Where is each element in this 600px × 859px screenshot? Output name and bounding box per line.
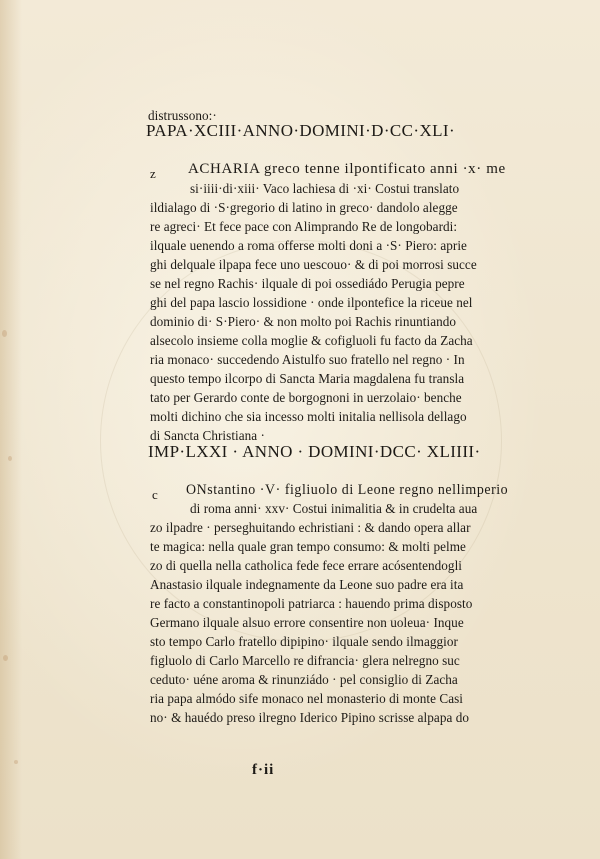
section2-line: no· & hauédo preso ilregno Iderico Pipino scrisse alpapa do bbox=[150, 710, 469, 725]
section1-line: ildialago di ·S·gregorio di latino in greco· dandolo alegge bbox=[150, 200, 458, 215]
section1-line: di Sancta Christiana · bbox=[150, 428, 265, 443]
folio-signature: f·ii bbox=[252, 762, 275, 778]
section2-line: Germano ilquale alsuo errore consentire non uoleua· Inque bbox=[150, 615, 464, 630]
section1-line: re agreci· Et fece pace con Alimprando Re de longobardi: bbox=[150, 219, 458, 234]
section2-line: ceduto· uéne aroma & rinunziádo · pel consiglio di Zacha bbox=[150, 672, 458, 687]
section1-line: ACHARIA greco tenne ilpontificato anni ·x· me bbox=[188, 161, 506, 177]
section2-heading: IMP·LXXI · ANNO · DOMINI·DCC· XLIIII· bbox=[148, 442, 481, 461]
section1-line: dominio di· S·Piero· & non molto poi Rachis rinuntiando bbox=[150, 314, 457, 329]
section1-line: molti dichino che sia incesso molti initalia nellisola dellago bbox=[150, 409, 467, 424]
top-fragment: distrussono:· bbox=[148, 108, 217, 123]
section1-line: ria monaco· succedendo Aistulfo suo fratello nel regno · In bbox=[150, 352, 465, 367]
section1-line: se nel regno Rachis· ilquale di poi ossediádo Perugia pepre bbox=[150, 276, 465, 291]
section2-line: di roma anni· xxv· Costui inimalitia & in crudelta aua bbox=[190, 501, 478, 516]
section2-line: ria papa almódo sife monaco nel monasterio di monte Casi bbox=[150, 691, 463, 706]
section1-line: ghi del papa lascio lossidione · onde ilpontefice la riceue nel bbox=[150, 295, 473, 310]
section2-line: re facto a constantinopoli patriarca : hauendo prima disposto bbox=[150, 596, 473, 611]
section2-line: zo di quella nella catholica fede fece errare acósentendogli bbox=[150, 558, 462, 573]
section2-initial-guide: c bbox=[152, 487, 158, 502]
section2-line: ONstantino ·V· figliuolo di Leone regno nellimperio bbox=[186, 482, 509, 498]
section1-line: alsecolo insieme colla moglie & cofigluoli fu facto da Zacha bbox=[150, 333, 473, 348]
section2-line: sto tempo Carlo fratello dipipino· ilquale sendo ilmaggior bbox=[150, 634, 458, 649]
section1-heading: PAPA·XCIII·ANNO·DOMINI·D·CC·XLI· bbox=[146, 121, 456, 140]
section2-line: Anastasio ilquale indegnamente da Leone suo padre era ita bbox=[150, 577, 464, 592]
section2-line: zo ilpadre · perseghuitando echristiani : & dando opera allar bbox=[150, 520, 471, 535]
section1-line: tato per Gerardo conte de borgognoni in uerzolaio· benche bbox=[150, 390, 462, 405]
section1-line: questo tempo ilcorpo di Sancta Maria magdalena fu transla bbox=[150, 371, 465, 386]
section2-line: figluolo di Carlo Marcello re difrancia· glera nelregno suc bbox=[150, 653, 460, 668]
section2-line: te magica: nella quale gran tempo consumo: & molti pelme bbox=[150, 539, 466, 554]
section1-initial-guide: z bbox=[150, 166, 156, 181]
section1-line: si·iiii·di·xiii· Vaco lachiesa di ·xi· Costui translato bbox=[190, 181, 460, 196]
section1-line: ilquale uenendo a roma offerse molti doni a ·S· Piero: aprie bbox=[150, 238, 467, 253]
section1-line: ghi delquale ilpapa fece uno uescouo· & di poi morrosi succe bbox=[150, 257, 477, 272]
